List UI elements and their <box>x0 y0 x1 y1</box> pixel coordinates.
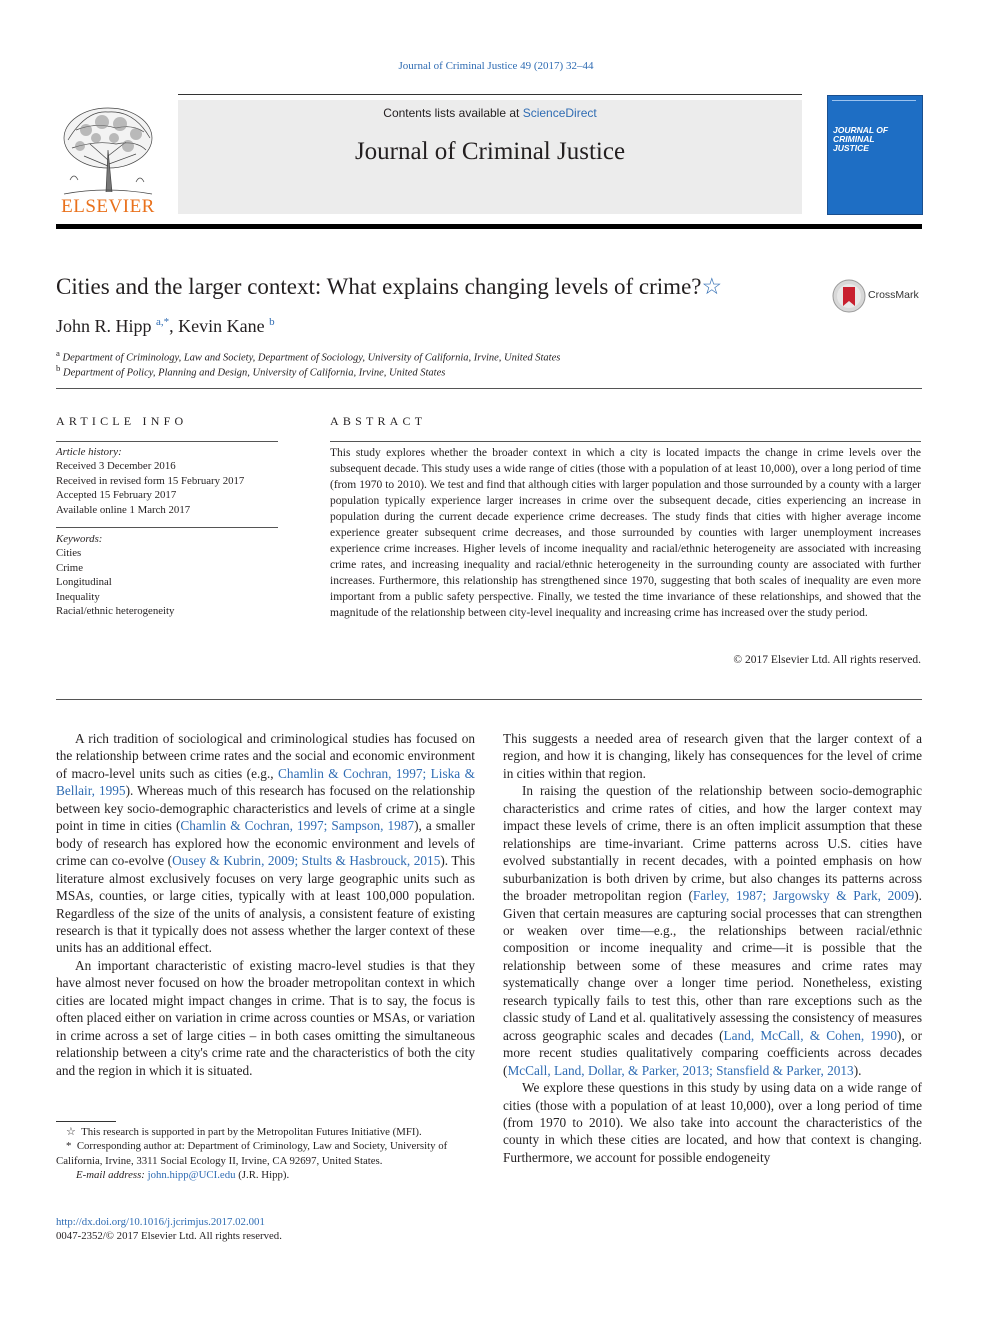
crossmark-button[interactable] <box>832 279 932 313</box>
keyword: Inequality <box>56 590 100 603</box>
body-paragraph <box>503 1079 922 1166</box>
cover-title: JOURNAL OF CRIMINAL JUSTICE <box>833 125 889 153</box>
body-column-left <box>56 730 475 1079</box>
body-text: ). This literature almost exclusively focuses on very large geographic units such as MSAs, counties, or large cities, typically with at least 100,000 population. Regardless of the size of the units of analysis, a consistent feature of existing research is that it typically does not assess whether the larger context of these units has an additional effect. <box>56 853 475 956</box>
body-text: ). Whereas much of this research has focused on the relationship between key socio-demographic characteristics and levels of crime at a single point in time in cities ( <box>56 783 475 834</box>
body-text: In raising the question of the relationship between socio-demographic characteristics and crime rates of cities, and how the larger context may impact these levels of crime, there is an often implicit assumption that these relationships are time-invariant. Crime patterns across U.S. cities have evolved substantially in recent decades, with a pointed emphasis on how suburbanization is both driven by crime, but also changes its patterns across the broader metropolitan region ( <box>503 783 922 904</box>
funding-footnote: ☆ This research is supported in part by the Metropolitan Futures Initiative (MFI). <box>66 1126 422 1138</box>
header-rule <box>56 224 922 229</box>
body-text: ). <box>853 1062 862 1078</box>
doi-block <box>56 1215 282 1244</box>
affiliation-b: $^b$ Department of Policy, Planning and Design, University of California, Irvine, United States <box>56 363 446 379</box>
history-label: Article history: <box>56 446 122 458</box>
contents-line: Contents lists available at ScienceDirect <box>383 106 597 120</box>
email-link[interactable]: john.hipp@UCI.edu <box>147 1168 236 1181</box>
title-footnote-star[interactable]: ☆ <box>701 274 723 299</box>
journal-title: Journal of Criminal Justice <box>354 138 626 165</box>
citation-link[interactable]: Land, McCall, & Cohen, 1990 <box>723 1027 898 1043</box>
body-paragraph <box>56 957 475 1079</box>
author-name[interactable]: John R. Hipp <box>56 316 152 336</box>
affiliation-rule <box>56 388 922 389</box>
affiliation-a: $^a$ Department of Criminology, Law and Society, Department of Sociology, University of California, Irvine, United States <box>56 348 561 364</box>
body-text: ), a smaller body of research has explored how the economic environment and levels of crime can co-evolve ( <box>56 818 475 869</box>
author-list: John R. Hipp $^{a,*}$, Kevin Kane $^b$ <box>56 316 275 336</box>
author-affil-mark[interactable]: a,* <box>156 316 170 328</box>
body-text: ). Given that certain measures are capturing social processes that can strengthen or weaken over time—e.g., the relationships between racial/ethnic composition or income inequality and crime—it is possible that the relationship between some of these measures and crime rates may systematically change over a longer time period. Nonetheless, existing research typically fails to test this, other than rare exceptions such as the classic study of Land et al. qualitatively assessing the consistency of measures across geographic scales and decades ( <box>503 888 923 1043</box>
crossmark-label: CrossMark <box>868 289 919 301</box>
citation-link[interactable]: Farley, 1987; Jargowsky & Park, 2009 <box>692 888 915 904</box>
body-paragraph <box>56 730 475 957</box>
body-paragraph <box>503 730 922 782</box>
elsevier-tree-icon <box>56 100 160 215</box>
citation-link[interactable]: Chamlin & Cochran, 1997; Liska & Bellair, 1995 <box>56 765 475 799</box>
abstract-text: This study explores whether the broader context in which a city is located impacts the change in crime levels over the subsequent decade. This study uses a wide range of cities (those with a population of at least 10,000), over a long period of time (from 1970 to 2010). We test and find that although cities with larger population and those surrounded by a county with a larger population typically experience larger increases in crime over the subsequent decade, cities experiencing an increase in population during the current decade experience crime decreases. The study finds that cities with higher average income experience greater subsequent crime decreases, and those surrounded by counties with larger unemployment increases experience crime increases. Higher levels of income inequality and racial/ethnic heterogeneity are associated with increasing crime rates, and increasing inequality and racial/ethnic heterogeneity in the surrounding county are associated with further increases. Furthermore, this relationship has strengthened since 1970, suggesting that both scales of inequality are even more important from a public safety perspective. Finally, we tested the time invariance of these relationships, and showed that the magnitude of the relationship between city-level inequality and increasing crime has increased over the study period. <box>330 447 921 619</box>
footnote-rule <box>56 1121 116 1122</box>
keyword: Crime <box>56 561 83 574</box>
body-text: We explore these questions in this study by using data on a wide range of cities (those with a population of at least 10,000), over a long period of time (from 1970 to 2010). We also take into account the characteristics of the county in which these cities are located, and how that context is changing. Furthermore, we account for possible endogeneity <box>503 1080 922 1165</box>
history-received: Received 3 December 2016 <box>56 460 176 473</box>
front-matter-rule <box>56 699 922 700</box>
keyword: Longitudinal <box>56 576 112 589</box>
sciencedirect-link[interactable]: ScienceDirect <box>522 106 597 120</box>
cover-rule <box>832 100 916 101</box>
citation-link[interactable]: Chamlin & Cochran, 1997; Sampson, 1987 <box>180 818 415 834</box>
keywords <box>56 532 278 618</box>
corresponding-footnote: * Corresponding author at: Department of Criminology, Law and Society, University of California, Irvine, 3311 Social Ecology II, Irvine, CA 92697, United States. <box>56 1140 448 1167</box>
banner-top-rule <box>178 94 802 95</box>
keywords-label: Keywords: <box>56 533 103 545</box>
doi-link[interactable]: http://dx.doi.org/10.1016/j.jcrimjus.2017.02.001 <box>56 1216 265 1228</box>
author-affil-mark[interactable]: b <box>269 316 275 328</box>
body-text: An important characteristic of existing macro-level studies is that they have almost never focused on how the broader metropolitan context in which cities are located might impact changes in crime. That is to say, the focus is often placed either on variation in crime across counties or MSAs, or variation in crime across a set of large cities – in both cases omitting the simultaneous relationship between a city's crime rate and the characteristics of both the city and the region in which it is situated. <box>56 957 475 1078</box>
history-online: Available online 1 March 2017 <box>56 503 191 516</box>
abstract-copyright: © 2017 Elsevier Ltd. All rights reserved. <box>733 654 921 666</box>
body-text: A rich tradition of sociological and criminological studies has focused on the relationship between crime rates and the social and economic environment of macro-level units such as cities (e.g., <box>56 731 475 781</box>
history-revised: Received in revised form 15 February 2017 <box>56 474 245 487</box>
body-column-right <box>503 730 922 1166</box>
footnotes <box>56 1125 475 1182</box>
elsevier-logo <box>56 100 160 215</box>
issn-rights: 0047-2352/© 2017 Elsevier Ltd. All rights reserved. <box>56 1230 282 1243</box>
citation-link[interactable]: McCall, Land, Dollar, & Parker, 2013; Stansfield & Parker, 2013 <box>507 1062 854 1078</box>
journal-cover-thumbnail[interactable] <box>827 95 923 215</box>
journal-banner <box>178 100 802 214</box>
history-accepted: Accepted 15 February 2017 <box>56 489 177 502</box>
body-text: ), or more recent studies qualitatively comparing coefficients across decades ( <box>503 1027 923 1078</box>
crossmark-icon <box>832 279 866 313</box>
body-text: This suggests a needed area of research given that the larger context of a region, and how it is changing, likely has consequences for the level of crime in cities within that region. <box>503 731 922 781</box>
email-footnote: E-mail address: john.hipp@UCI.edu (J.R. Hipp). <box>76 1168 290 1181</box>
article-info-heading: ARTICLE INFO <box>56 414 188 428</box>
citation-link[interactable]: Ousey & Kubrin, 2009; Stults & Hasbrouck, 2015 <box>172 853 441 869</box>
abstract-heading: ABSTRACT <box>330 414 427 428</box>
article-history <box>56 445 278 517</box>
keywords-rule <box>56 527 278 528</box>
elsevier-wordmark: ELSEVIER <box>61 196 155 215</box>
keyword: Cities <box>56 547 82 560</box>
author-name[interactable]: Kevin Kane <box>178 316 265 336</box>
body-paragraph <box>503 782 922 1079</box>
abstract-rule <box>330 441 921 442</box>
keyword: Racial/ethnic heterogeneity <box>56 605 175 618</box>
info-rule <box>56 441 278 442</box>
journal-citation[interactable]: Journal of Criminal Justice 49 (2017) 32–44 <box>398 60 594 72</box>
article-title: Cities and the larger context: What explains changing levels of crime?☆ <box>56 274 723 299</box>
